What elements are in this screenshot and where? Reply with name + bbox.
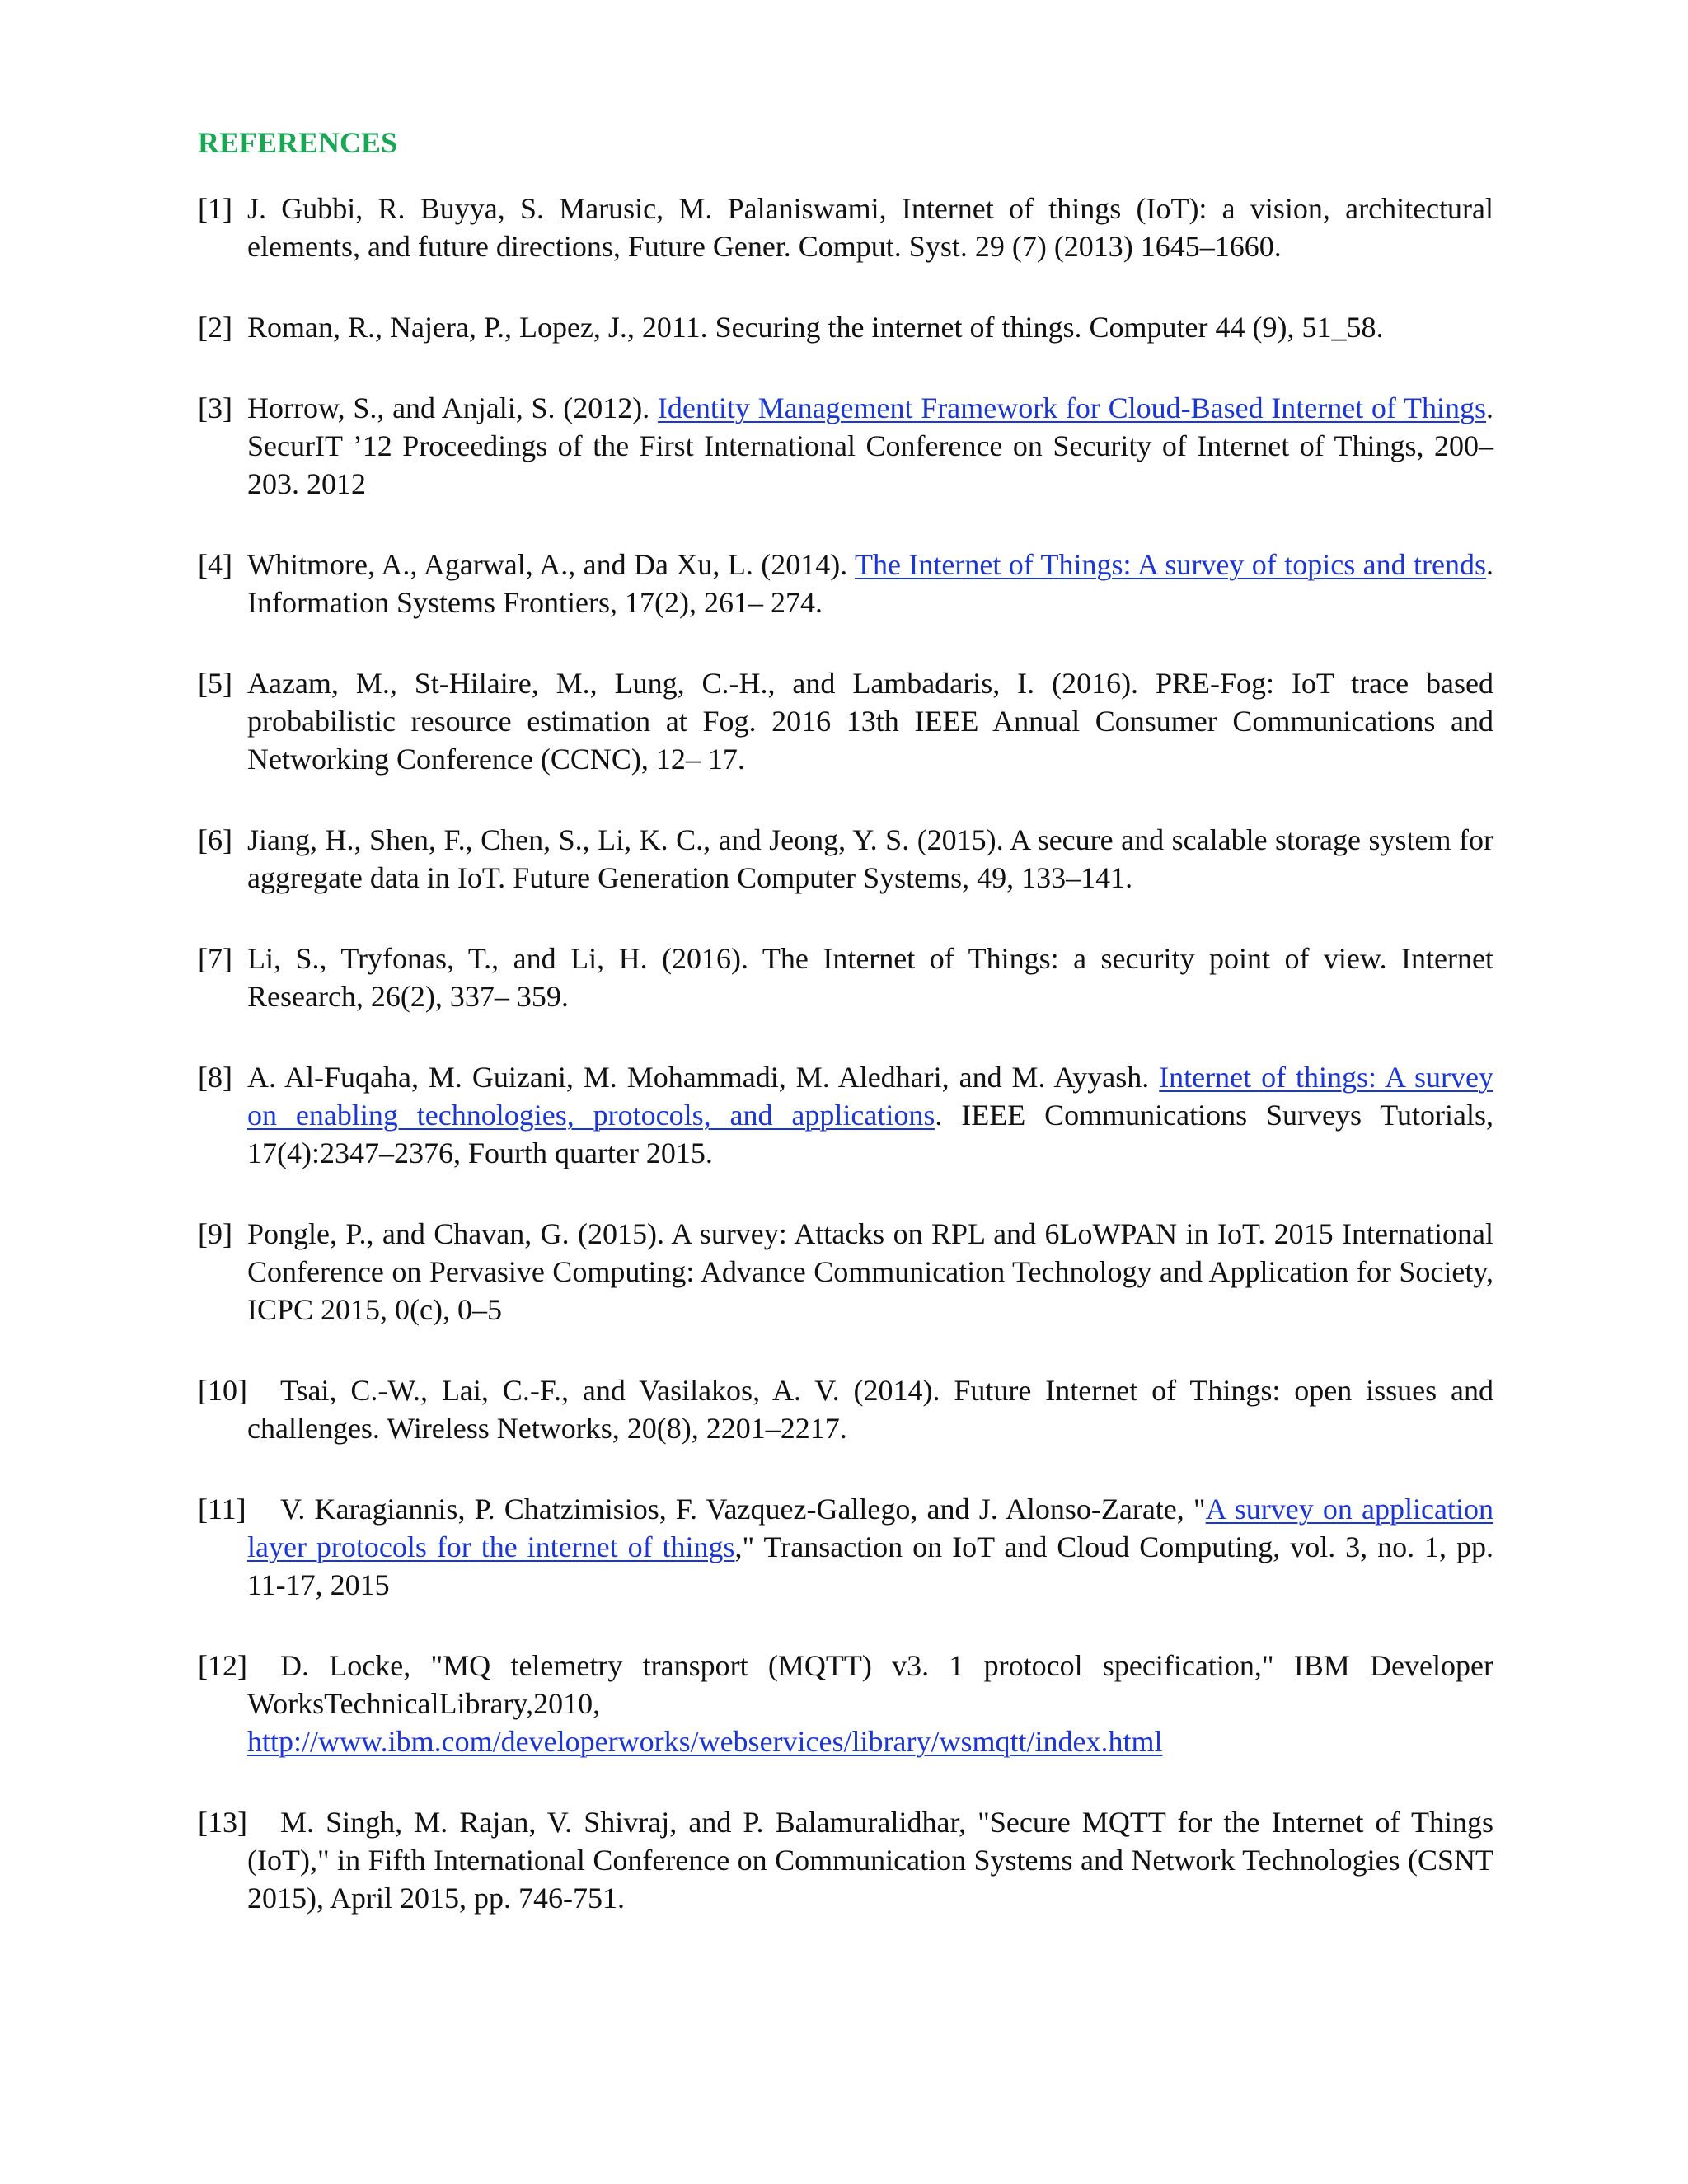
reference-item <box>198 389 1493 503</box>
reference-text: J. Gubbi, R. Buyya, S. Marusic, M. Palaniswami, Internet of things (IoT): a vision, architectural elements, and future directions, Future Gener. Comput. Syst. 29 (7) (2013) 1645–1660. <box>247 192 1493 263</box>
reference-link[interactable]: The Internet of Things: A survey of topics and trends <box>855 548 1487 581</box>
reference-number: [10] <box>198 1374 247 1407</box>
reference-text: Whitmore, A., Agarwal, A., and Da Xu, L. (2014). <box>247 548 856 581</box>
reference-link[interactable]: Identity Management Framework for Cloud-Based Internet of Things <box>657 391 1486 424</box>
reference-text: M. Singh, M. Rajan, V. Shivraj, and P. Balamuralidhar, "Secure MQTT for the Internet of Things (IoT)," in Fifth International Conference on Communication Systems and Network Technologies (CSNT 2015), April 2015, pp. 746-751. <box>247 1806 1493 1915</box>
reference-link[interactable]: A survey on application layer protocols for the internet of things <box>247 1493 1493 1563</box>
reference-number: [1] <box>198 192 232 225</box>
reference-number: [12] <box>198 1649 247 1682</box>
reference-number: [5] <box>198 667 232 700</box>
reference-number: [3] <box>198 391 232 424</box>
reference-item <box>198 308 1493 346</box>
reference-list <box>198 190 1493 1917</box>
reference-item <box>198 940 1493 1015</box>
reference-item <box>198 1371 1493 1447</box>
reference-text: Tsai, C.-W., Lai, C.-F., and Vasilakos, A. V. (2014). Future Internet of Things: open issues and challenges. Wireless Networks, 20(8), 2201–2217. <box>247 1374 1493 1445</box>
reference-number: [11] <box>198 1493 246 1526</box>
reference-text: Li, S., Tryfonas, T., and Li, H. (2016). The Internet of Things: a security point of view. Internet Research, 26(2), 337– 359. <box>247 942 1493 1013</box>
reference-text: Horrow, S., and Anjali, S. (2012). <box>247 391 658 424</box>
references-heading: REFERENCES <box>198 126 398 159</box>
document-page <box>198 124 1493 1960</box>
reference-link[interactable]: Internet of things: A survey on enabling technologies, protocols, and applications <box>247 1061 1493 1132</box>
reference-text: D. Locke, "MQ telemetry transport (MQTT) v3. 1 protocol specification," IBM Developer WorksTechnicalLibrary,2010, <box>247 1649 1493 1720</box>
reference-number: [4] <box>198 548 232 581</box>
reference-item <box>198 1058 1493 1172</box>
reference-text: Jiang, H., Shen, F., Chen, S., Li, K. C., and Jeong, Y. S. (2015). A secure and scalable storage system for aggregate data in IoT. Future Generation Computer Systems, 49, 133–141. <box>247 823 1493 894</box>
reference-text-continued: . Information Systems Frontiers, 17(2), 261– 274. <box>247 548 1494 619</box>
reference-number: [6] <box>198 823 232 856</box>
reference-text: Roman, R., Najera, P., Lopez, J., 2011. Securing the internet of things. Computer 44 (9), 51_58. <box>247 311 1384 344</box>
reference-number: [7] <box>198 942 232 975</box>
reference-item <box>198 1490 1493 1604</box>
reference-item <box>198 190 1493 265</box>
reference-item <box>198 1215 1493 1329</box>
reference-text-continued: ," Transaction on IoT and Cloud Computing, vol. 3, no. 1, pp. 11-17, 2015 <box>247 1530 1494 1601</box>
reference-item <box>198 546 1493 621</box>
reference-number: [13] <box>198 1806 247 1839</box>
reference-number: [9] <box>198 1217 232 1250</box>
reference-text-continued: . IEEE Communications Surveys Tutorials, 17(4):2347–2376, Fourth quarter 2015. <box>247 1099 1493 1169</box>
reference-item <box>198 664 1493 778</box>
reference-item <box>198 1803 1493 1917</box>
reference-text: Aazam, M., St-Hilaire, M., Lung, C.-H., and Lambadaris, I. (2016). PRE-Fog: IoT trace based probabilistic resource estimation at Fog. 2016 13th IEEE Annual Consumer Communications and Networking Conference (CCNC), 12– 17. <box>247 667 1493 776</box>
reference-number: [2] <box>198 311 232 344</box>
reference-item <box>198 821 1493 897</box>
reference-link[interactable]: http://www.ibm.com/developerworks/webservices/library/wsmqtt/index.html <box>247 1725 1163 1758</box>
reference-item <box>198 1647 1493 1760</box>
reference-text: Pongle, P., and Chavan, G. (2015). A survey: Attacks on RPL and 6LoWPAN in IoT. 2015 International Conference on Pervasive Computing: Advance Communication Technology and Application for Society, ICPC 2015, 0(c), 0–5 <box>247 1217 1493 1326</box>
reference-text-continued: . SecurIT ’12 Proceedings of the First International Conference on Security of Internet of Things, 200– 203. 2012 <box>247 391 1493 500</box>
reference-text: V. Karagiannis, P. Chatzimisios, F. Vazquez-Gallego, and J. Alonso-Zarate, " <box>280 1493 1206 1526</box>
reference-text: A. Al-Fuqaha, M. Guizani, M. Mohammadi, M. Aledhari, and M. Ayyash. <box>247 1061 1160 1094</box>
reference-number: [8] <box>198 1061 232 1094</box>
